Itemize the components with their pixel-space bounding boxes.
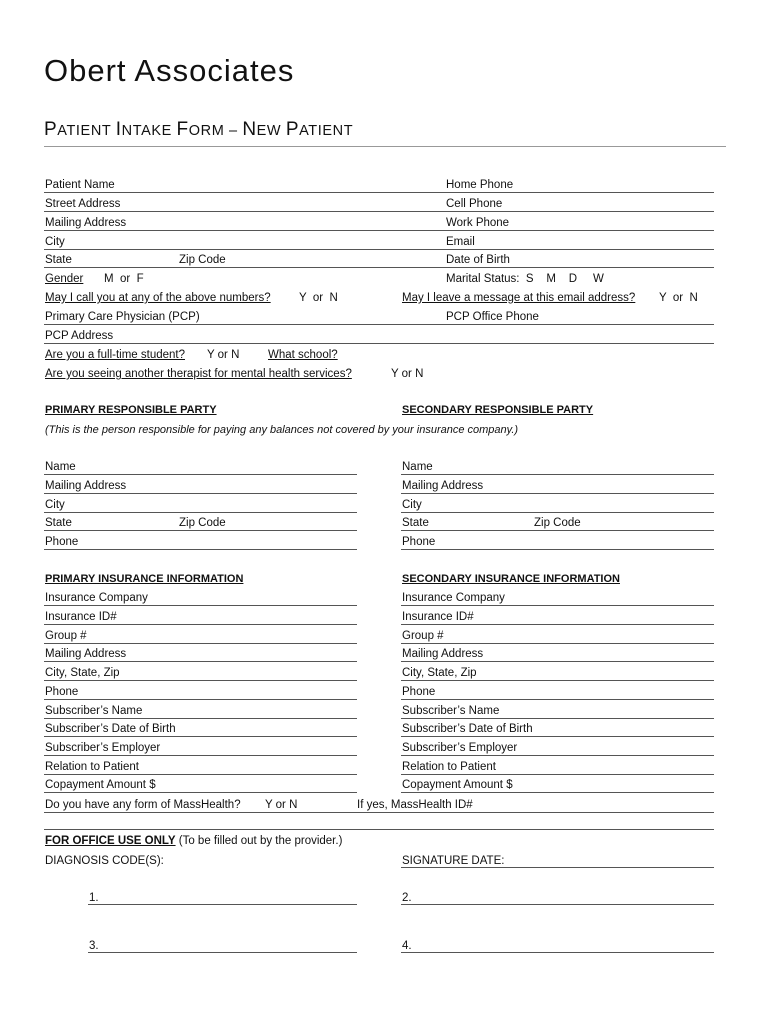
signature-date-field[interactable]: [401, 867, 714, 868]
secondary-rp-city-field[interactable]: [401, 512, 714, 513]
secondary-sub-dob-field[interactable]: [401, 736, 714, 737]
secondary-rp-state-label: State: [402, 517, 429, 529]
work-phone-label: Work Phone: [446, 217, 510, 229]
primary-ins-csz-field[interactable]: [44, 680, 357, 681]
secondary-ins-group-field[interactable]: [401, 643, 714, 644]
primary-sub-dob-label: Subscriber’s Date of Birth: [45, 723, 176, 735]
secondary-rp-name-label: Name: [402, 461, 433, 473]
pcp-address-field[interactable]: [44, 343, 714, 344]
mailing-address-label: Mailing Address: [45, 217, 127, 229]
diagnosis-1-field[interactable]: [88, 904, 357, 905]
secondary-rp-name-field[interactable]: [401, 474, 714, 475]
primary-ins-csz-label: City, State, Zip: [45, 667, 120, 679]
primary-rp-phone-label: Phone: [45, 536, 79, 548]
secondary-rp-state-field[interactable]: [401, 530, 714, 531]
secondary-insurance-heading: SECONDARY INSURANCE INFORMATION: [402, 573, 620, 585]
therapist-question: Are you seeing another therapist for mental health services?: [45, 368, 352, 380]
pcp-address-label: PCP Address: [45, 330, 114, 342]
primary-copay-label: Copayment Amount $: [45, 779, 156, 791]
secondary-sub-name-field[interactable]: [401, 718, 714, 719]
zip-code-label: Zip Code: [179, 254, 226, 266]
secondary-ins-phone-label: Phone: [402, 686, 436, 698]
primary-insurance-heading: PRIMARY INSURANCE INFORMATION: [45, 573, 244, 585]
primary-relation-field[interactable]: [44, 774, 357, 775]
signature-date-label: SIGNATURE DATE:: [402, 855, 505, 867]
primary-relation-label: Relation to Patient: [45, 761, 139, 773]
secondary-ins-group-label: Group #: [402, 630, 444, 642]
diagnosis-4-field[interactable]: [401, 952, 714, 953]
office-use-heading: FOR OFFICE USE ONLY (To be filled out by the provider.): [45, 835, 343, 847]
primary-rp-city-field[interactable]: [44, 512, 357, 513]
secondary-ins-mailing-label: Mailing Address: [402, 648, 484, 660]
secondary-relation-field[interactable]: [401, 774, 714, 775]
home-phone-label: Home Phone: [446, 179, 514, 191]
secondary-rp-city-label: City: [402, 499, 422, 511]
masshealth-options[interactable]: Y or N: [265, 799, 298, 811]
pcp-field[interactable]: [44, 324, 714, 325]
primary-rp-zip-label: Zip Code: [179, 517, 226, 529]
title-divider: [44, 146, 726, 147]
secondary-sub-employer-field[interactable]: [401, 755, 714, 756]
therapist-options[interactable]: Y or N: [391, 368, 424, 380]
masshealth-field[interactable]: [44, 812, 714, 813]
secondary-copay-label: Copayment Amount $: [402, 779, 513, 791]
mailing-address-field[interactable]: [44, 230, 714, 231]
student-question: Are you a full-time student?: [45, 349, 185, 361]
secondary-ins-mailing-field[interactable]: [401, 661, 714, 662]
diagnosis-3-field[interactable]: [88, 952, 357, 953]
secondary-ins-company-field[interactable]: [401, 605, 714, 606]
primary-sub-name-label: Subscriber’s Name: [45, 705, 143, 717]
email-message-question: May I leave a message at this email address?: [402, 292, 636, 304]
primary-ins-id-label: Insurance ID#: [45, 611, 117, 623]
school-question: What school?: [268, 349, 338, 361]
primary-ins-mailing-label: Mailing Address: [45, 648, 127, 660]
secondary-sub-name-label: Subscriber’s Name: [402, 705, 500, 717]
email-message-options[interactable]: Y or N: [659, 292, 698, 304]
primary-rp-name-label: Name: [45, 461, 76, 473]
primary-ins-phone-label: Phone: [45, 686, 79, 698]
primary-sub-name-field[interactable]: [44, 718, 357, 719]
secondary-sub-employer-label: Subscriber’s Employer: [402, 742, 518, 754]
date-of-birth-label: Date of Birth: [446, 254, 510, 266]
company-name: Obert Associates: [44, 53, 295, 88]
call-permission-options[interactable]: Y or N: [299, 292, 338, 304]
patient-name-label: Patient Name: [45, 179, 115, 191]
secondary-rp-phone-label: Phone: [402, 536, 436, 548]
secondary-ins-id-label: Insurance ID#: [402, 611, 474, 623]
secondary-responsible-heading: SECONDARY RESPONSIBLE PARTY: [402, 404, 594, 416]
secondary-sub-dob-label: Subscriber’s Date of Birth: [402, 723, 533, 735]
patient-name-field[interactable]: [44, 192, 714, 193]
primary-copay-field[interactable]: [44, 792, 357, 793]
primary-sub-employer-field[interactable]: [44, 755, 357, 756]
secondary-ins-phone-field[interactable]: [401, 699, 714, 700]
diagnosis-codes-label: DIAGNOSIS CODE(S):: [45, 855, 164, 867]
primary-ins-company-label: Insurance Company: [45, 592, 148, 604]
form-title: PATIENT INTAKE FORM – NEW PATIENT: [44, 119, 354, 140]
secondary-rp-phone-field[interactable]: [401, 549, 714, 550]
masshealth-question: Do you have any form of MassHealth?: [45, 799, 241, 811]
city-label: City: [45, 236, 65, 248]
primary-ins-group-label: Group #: [45, 630, 87, 642]
secondary-ins-csz-label: City, State, Zip: [402, 667, 477, 679]
primary-rp-phone-field[interactable]: [44, 549, 357, 550]
primary-ins-company-field[interactable]: [44, 605, 357, 606]
primary-sub-employer-label: Subscriber’s Employer: [45, 742, 161, 754]
secondary-copay-field[interactable]: [401, 792, 714, 793]
primary-responsible-heading: PRIMARY RESPONSIBLE PARTY: [45, 404, 217, 416]
student-options[interactable]: Y or N: [207, 349, 240, 361]
street-address-label: Street Address: [45, 198, 121, 210]
diagnosis-3-label: 3.: [89, 940, 99, 952]
office-divider: [44, 829, 714, 830]
primary-rp-mailing-field[interactable]: [44, 493, 357, 494]
secondary-ins-company-label: Insurance Company: [402, 592, 505, 604]
primary-ins-id-field[interactable]: [44, 624, 357, 625]
pcp-label: Primary Care Physician (PCP): [45, 311, 200, 323]
primary-ins-phone-field[interactable]: [44, 699, 357, 700]
primary-rp-name-field[interactable]: [44, 474, 357, 475]
secondary-rp-mailing-label: Mailing Address: [402, 480, 484, 492]
gender-label: Gender: [45, 273, 84, 285]
diagnosis-1-label: 1.: [89, 892, 99, 904]
primary-rp-mailing-label: Mailing Address: [45, 480, 127, 492]
street-address-field[interactable]: [44, 211, 714, 212]
secondary-ins-csz-field[interactable]: [401, 680, 714, 681]
primary-rp-state-field[interactable]: [44, 530, 357, 531]
primary-ins-group-field[interactable]: [44, 643, 357, 644]
primary-ins-mailing-field[interactable]: [44, 661, 357, 662]
responsible-party-note: (This is the person responsible for paying any balances not covered by your insurance company.): [45, 424, 519, 436]
primary-rp-state-label: State: [45, 517, 72, 529]
secondary-relation-label: Relation to Patient: [402, 761, 496, 773]
email-label: Email: [446, 236, 475, 248]
primary-rp-city-label: City: [45, 499, 65, 511]
state-label: State: [45, 254, 72, 266]
gender-options[interactable]: M or F: [104, 273, 144, 285]
diagnosis-4-label: 4.: [402, 940, 412, 952]
state-zip-field[interactable]: [44, 267, 714, 268]
pcp-phone-label: PCP Office Phone: [446, 311, 539, 323]
diagnosis-2-label: 2.: [402, 892, 412, 904]
marital-status-options[interactable]: Marital Status: S M D W: [446, 273, 604, 285]
cell-phone-label: Cell Phone: [446, 198, 503, 210]
secondary-rp-mailing-field[interactable]: [401, 493, 714, 494]
call-permission-question: May I call you at any of the above numbers?: [45, 292, 271, 304]
secondary-rp-zip-label: Zip Code: [534, 517, 581, 529]
primary-sub-dob-field[interactable]: [44, 736, 357, 737]
diagnosis-2-field[interactable]: [401, 904, 714, 905]
secondary-ins-id-field[interactable]: [401, 624, 714, 625]
city-field[interactable]: [44, 249, 714, 250]
masshealth-id-label: If yes, MassHealth ID#: [357, 799, 473, 811]
